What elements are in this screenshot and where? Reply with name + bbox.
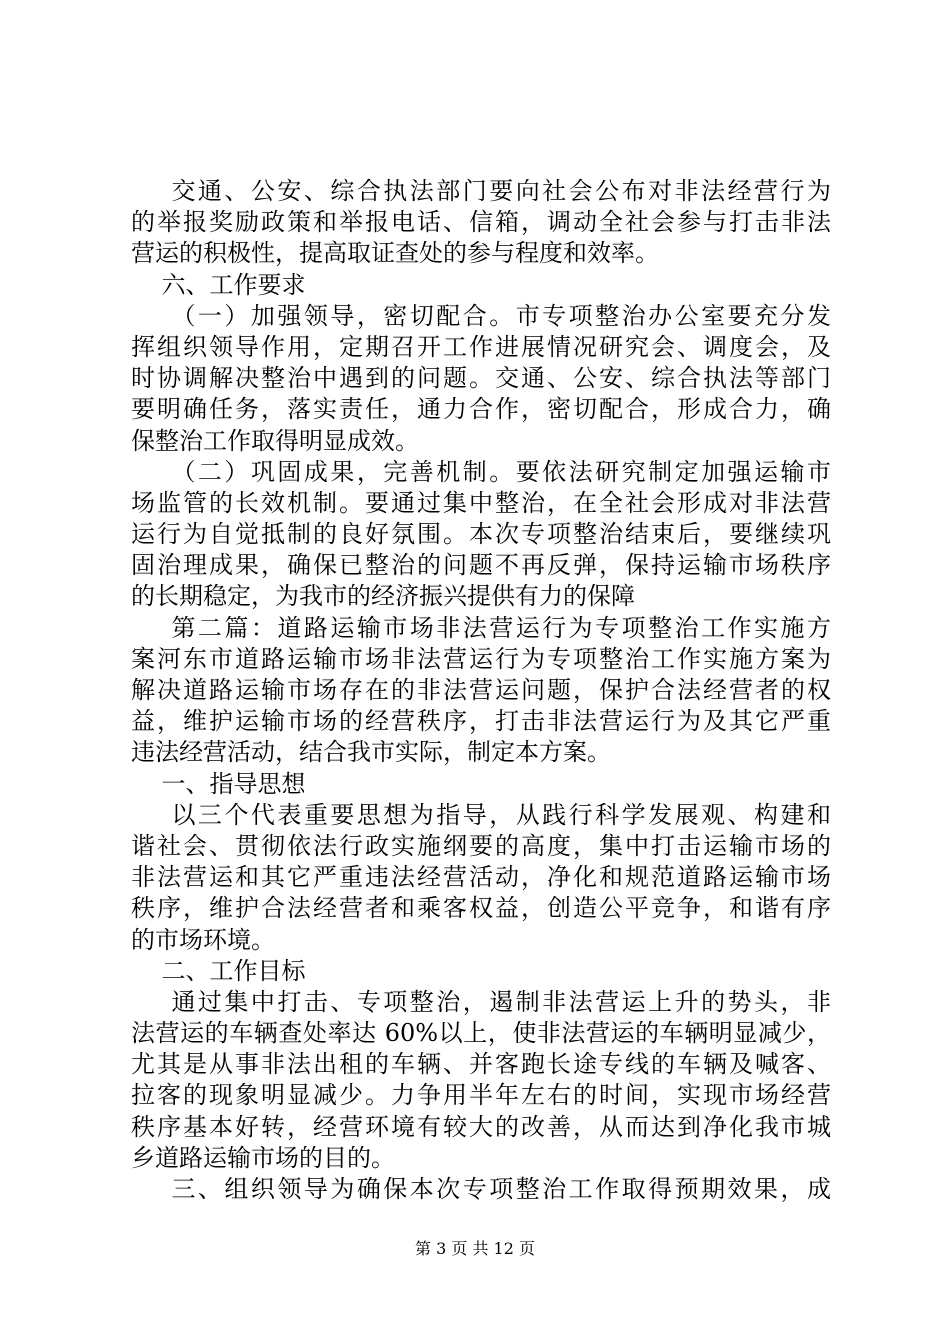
body-text [131, 176, 831, 1205]
text-line: 案河东市道路运输市场非法营运行为专项整治工作实施方案为 [131, 644, 831, 673]
text-line: 秩序基本好转，经营环境有较大的改善，从而达到净化我市城 [131, 1112, 831, 1141]
text-line: 通过集中打击、专项整治，遏制非法营运上升的势头，非 [131, 987, 831, 1016]
text-line: 解决道路运输市场存在的非法营运问题，保护合法经营者的权 [131, 676, 831, 704]
text-line: （一）加强领导，密切配合。市专项整治办公室要充分发 [131, 301, 831, 330]
text-line: 三、组织领导为确保本次专项整治工作取得预期效果，成 [131, 1175, 831, 1203]
text-line: 以三个代表重要思想为指导，从践行科学发展观、构建和 [131, 800, 831, 829]
text-line: 秩序，维护合法经营者和乘客权益，创造公平竞争，和谐有序 [131, 894, 831, 923]
text-line: 拉客的现象明显减少。力争用半年左右的时间，实现市场经营 [131, 1081, 831, 1110]
text-line: 运行为自觉抵制的良好氛围。本次专项整治结束后，要继续巩 [131, 520, 831, 549]
text-line: 的市场环境。 [131, 925, 275, 954]
text-line: 的长期稳定，为我市的经济振兴提供有力的保障 [131, 582, 635, 611]
text-line: 挥组织领导作用，定期召开工作进展情况研究会、调度会，及 [131, 332, 831, 361]
text-line: 第二篇：道路运输市场非法营运行为专项整治工作实施方 [131, 613, 831, 642]
text-line: 要明确任务，落实责任，通力合作，密切配合，形成合力，确 [131, 395, 831, 424]
text-line: 的举报奖励政策和举报电话、信箱，调动全社会参与打击非法 [131, 208, 831, 237]
section-heading: 二、工作目标 [131, 956, 306, 985]
section-heading: 六、工作要求 [131, 270, 306, 299]
text-line: 固治理成果，确保已整治的问题不再反弹，保持运输市场秩序 [131, 551, 831, 580]
text-line: 时协调解决整治中遇到的问题。交通、公安、综合执法等部门 [131, 364, 831, 393]
text-line: 谐社会、贯彻依法行政实施纲要的高度，集中打击运输市场的 [131, 831, 831, 860]
text-line: 乡道路运输市场的目的。 [131, 1143, 395, 1172]
page-footer: 第 3 页 共 12 页 [415, 1239, 535, 1258]
text-line: 场监管的长效机制。要通过集中整治，在全社会形成对非法营 [131, 488, 831, 517]
text-line: 法营运的车辆查处率达 60%以上，使非法营运的车辆明显减少， [131, 1019, 831, 1048]
text-line: 非法营运和其它严重违法经营活动，净化和规范道路运输市场 [131, 863, 831, 892]
section-heading: 一、指导思想 [131, 769, 306, 798]
text-line: 违法经营活动，结合我市实际，制定本方案。 [131, 738, 611, 767]
text-line: 交通、公安、综合执法部门要向社会公布对非法经营行为 [131, 177, 831, 205]
text-line: 营运的积极性，提高取证查处的参与程度和效率。 [131, 239, 659, 268]
text-line: （二）巩固成果，完善机制。要依法研究制定加强运输市 [131, 457, 831, 486]
text-line: 保整治工作取得明显成效。 [131, 426, 419, 455]
text-line: 益，维护运输市场的经营秩序，打击非法营运行为及其它严重 [131, 707, 831, 736]
text-line: 尤其是从事非法出租的车辆、并客跑长途专线的车辆及喊客、 [131, 1050, 831, 1079]
